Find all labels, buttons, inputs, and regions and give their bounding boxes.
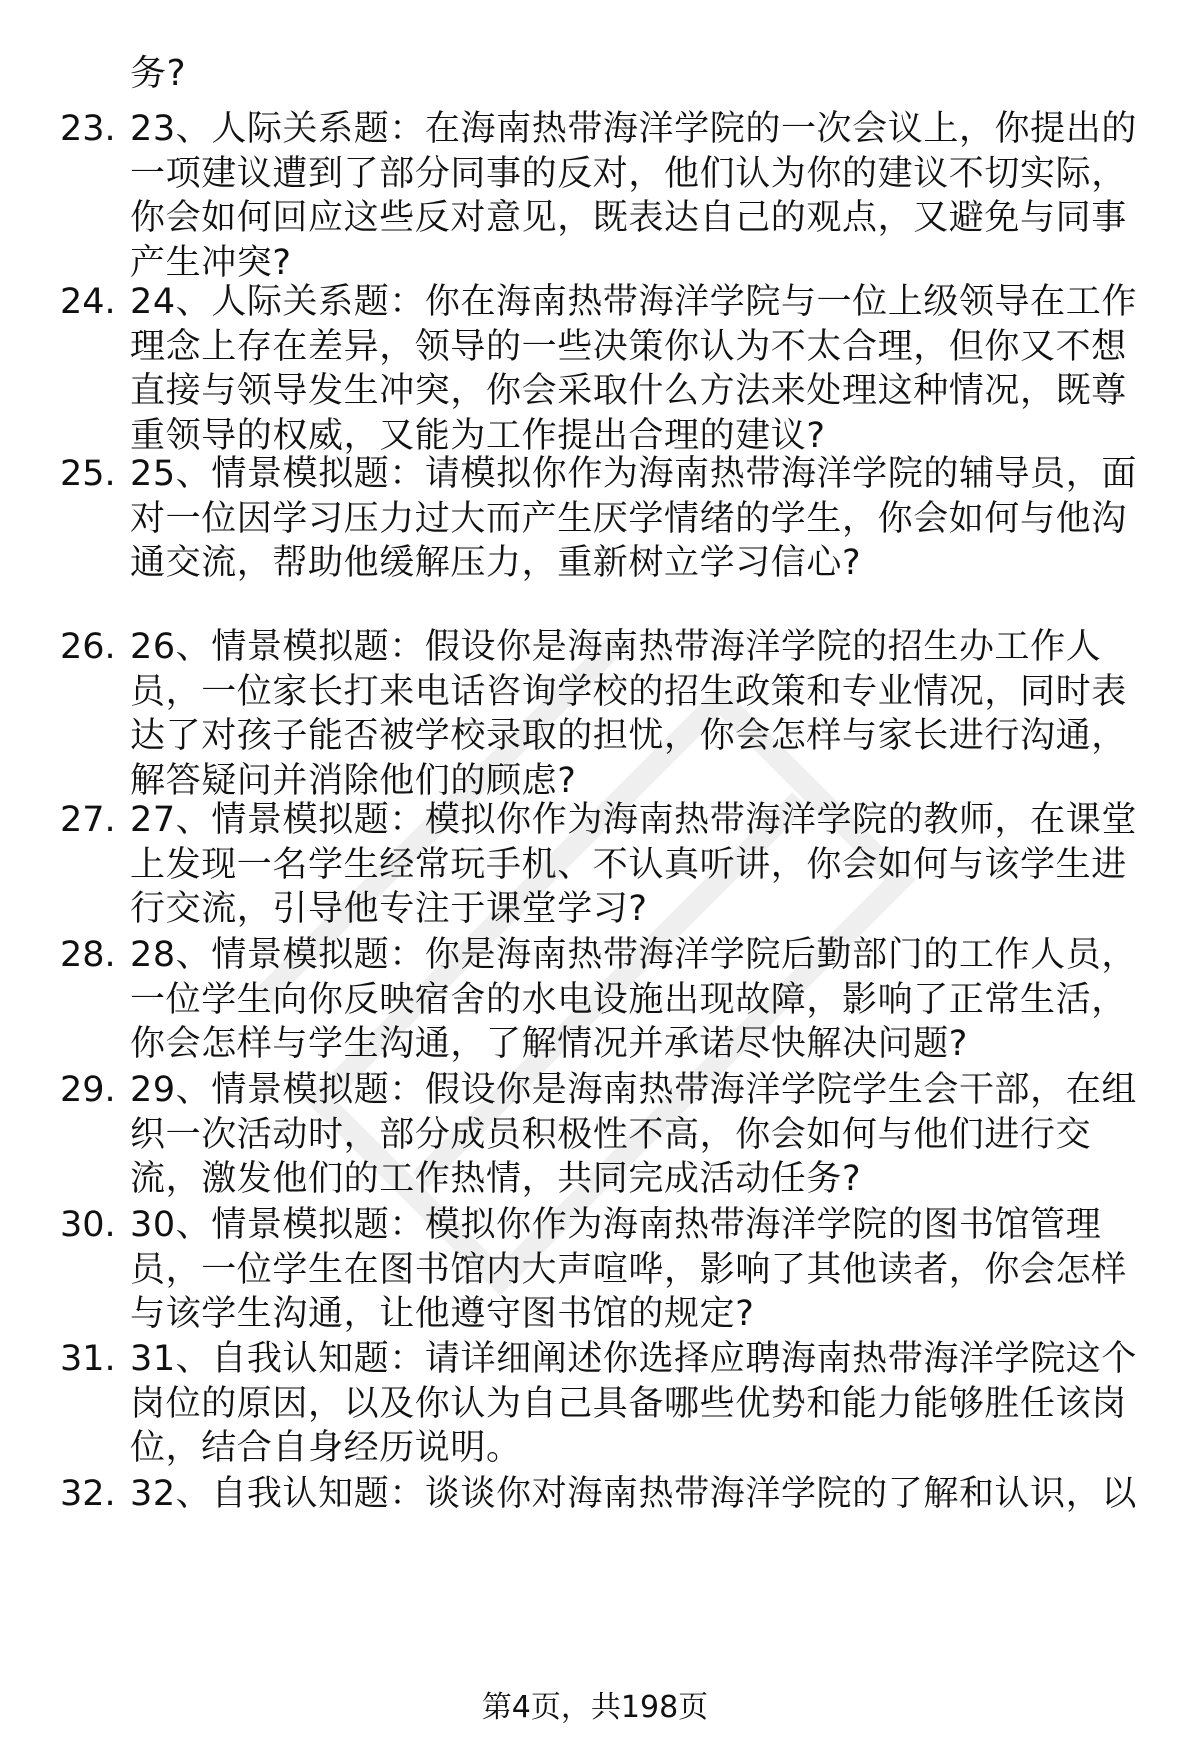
item-number: 25. <box>60 454 116 494</box>
item-text: 24、人际关系题：你在海南热带海洋学院与一位上级领导在工作理念上存在差异，领导的一些决策你认为不太合理，但你又不想直接与领导发生冲突，你会采取什么方法来处理这种情况，既尊重领导的权威，又能为工作提出合理的建议? <box>130 282 1137 456</box>
item-text: 27、情景模拟题：模拟你作为海南热带海洋学院的教师，在课堂上发现一名学生经常玩手机、不认真听讲，你会如何与该学生进行交流，引导他专注于课堂学习? <box>130 800 1137 929</box>
item-text: 29、情景模拟题：假设你是海南热带海洋学院学生会干部，在组织一次活动时，部分成员积极性不高，你会如何与他们进行交流，激发他们的工作热情，共同完成活动任务? <box>130 1070 1137 1199</box>
item-text: 26、情景模拟题：假设你是海南热带海洋学院的招生办工作人员，一位家长打来电话咨询学校的招生政策和专业情况，同时表达了对孩子能否被学校录取的担忧，你会怎样与家长进行沟通，解答疑问并消除他们的顾虑? <box>130 627 1127 801</box>
item-number: 24. <box>60 282 116 322</box>
item-text: 30、情景模拟题：模拟你作为海南热带海洋学院的图书馆管理员，一位学生在图书馆内大声喧哗，影响了其他读者，你会怎样与该学生沟通，让他遵守图书馆的规定? <box>130 1205 1127 1334</box>
item-number: 30. <box>60 1205 116 1245</box>
item-number: 28. <box>60 935 116 975</box>
item-number: 27. <box>60 800 116 840</box>
item-text: 32、自我认知题：谈谈你对海南热带海洋学院的了解和认识，以 <box>130 1474 1137 1514</box>
item-text: 23、人际关系题：在海南热带海洋学院的一次会议上，你提出的一项建议遭到了部分同事的反对，他们认为你的建议不切实际，你会如何回应这些反对意见，既表达自己的观点，又避免与同事产生冲突? <box>130 109 1137 283</box>
continued-line: 务? <box>130 53 187 94</box>
item-number: 32. <box>60 1474 116 1514</box>
item-number: 23. <box>60 109 116 149</box>
item-text: 25、情景模拟题：请模拟你作为海南热带海洋学院的辅导员，面对一位因学习压力过大而产生厌学情绪的学生，你会如何与他沟通交流，帮助他缓解压力，重新树立学习信心? <box>130 454 1137 583</box>
item-text: 31、自我认知题：请详细阐述你选择应聘海南热带海洋学院这个岗位的原因，以及你认为自己具备哪些优势和能力能够胜任该岗位，结合自身经历说明。 <box>130 1339 1137 1468</box>
item-number: 29. <box>60 1070 116 1110</box>
item-number: 31. <box>60 1339 116 1379</box>
page-footer: 第4页，共198页 <box>481 1690 709 1725</box>
item-text: 28、情景模拟题：你是海南热带海洋学院后勤部门的工作人员，一位学生向你反映宿舍的水电设施出现故障，影响了正常生活，你会怎样与学生沟通，了解情况并承诺尽快解决问题? <box>130 935 1137 1064</box>
item-number: 26. <box>60 627 116 667</box>
